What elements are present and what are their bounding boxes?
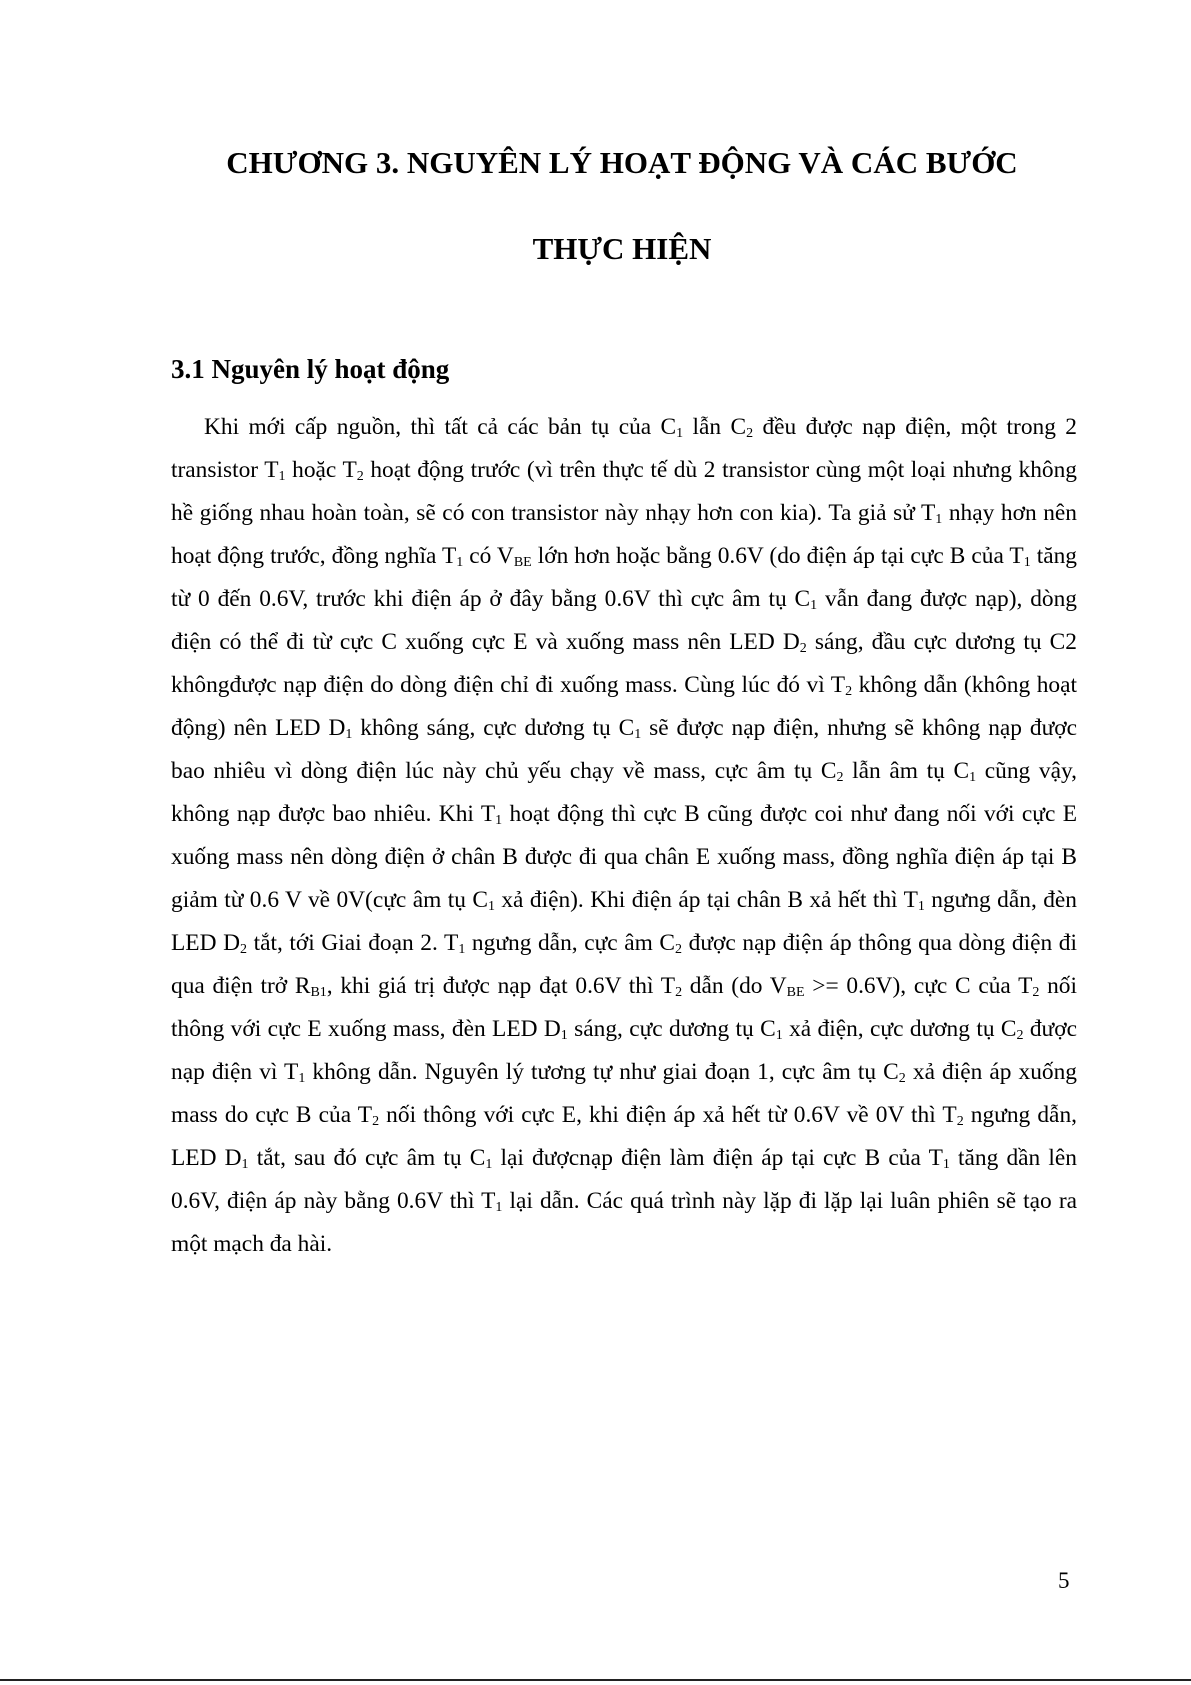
subscript: 2 [746, 426, 754, 441]
text-run: lớn hơn hoặc bằng 0.6V (do điện áp tại cực B của T [531, 543, 1024, 569]
subscript: 2 [675, 942, 683, 957]
text-run: không dẫn. Nguyên lý tương tự như giai đoạn 1, cực âm tụ C [305, 1059, 899, 1085]
text-run: được nạp điện vì T [171, 1016, 1077, 1085]
subscript: 2 [1032, 985, 1040, 1000]
subscript: 1 [495, 813, 503, 828]
subscript: 2 [836, 770, 844, 785]
text-run: hoặc T [285, 457, 357, 483]
subscript: 2 [898, 1071, 906, 1086]
subscript: 1 [969, 770, 977, 785]
text-run: , khi giá trị được nạp đạt 0.6V thì T [326, 973, 676, 999]
section-heading: 3.1 Nguyên lý hoạt động [171, 354, 450, 384]
text-run: sáng, đầu cực dương tụ C2 khôngđược nạp điện do dòng điện chỉ đi xuống mass. Cùng lúc đó vì T [171, 629, 1077, 698]
text-run: ngưng dẫn, đèn LED D [171, 887, 1077, 956]
text-run: tăng từ 0 đến 0.6V, trước khi điện áp ở đây bằng 0.6V thì cực âm tụ C [171, 543, 1077, 612]
text-run: nối thông với cực E, khi điện áp xả hết từ 0.6V về 0V thì T [379, 1102, 957, 1128]
chapter-title-line-1: CHƯƠNG 3. NGUYÊN LÝ HOẠT ĐỘNG VÀ CÁC BƯỚC [226, 145, 1018, 180]
subscript: 1 [775, 1028, 783, 1043]
text-run: xả điện). Khi điện áp tại chân B xả hết thì T [494, 887, 918, 913]
text-run: xả điện, cực dương tụ C [782, 1016, 1017, 1042]
subscript: 1 [345, 727, 353, 742]
subscript: 1 [942, 1157, 950, 1172]
subscript: 2 [1016, 1028, 1024, 1043]
subscript: 1 [487, 899, 495, 914]
subscript: 1 [278, 469, 286, 484]
text-run: vẫn đang được nạp), dòng điện có thể đi từ cực C xuống cực E và xuống mass nên LED D [171, 586, 1077, 655]
text-run: nối thông với cực E xuống mass, đèn LED D [171, 973, 1077, 1042]
subscript: 1 [456, 555, 464, 570]
text-run: sáng, cực dương tụ C [567, 1016, 776, 1042]
subscript: 2 [356, 469, 364, 484]
subscript: 1 [241, 1157, 249, 1172]
chapter-title-line-2: THỰC HIỆN [532, 231, 712, 266]
text-run: không sáng, cực dương tụ C [352, 715, 635, 741]
text-run: nhạy hơn nên hoạt động trước, đồng nghĩa T [171, 500, 1078, 569]
bottom-divider [0, 1679, 1191, 1681]
text-run: lại dẫn. Các quá trình này lặp đi lặp lại luân phiên sẽ tạo ra một mạch đa hài. [171, 1188, 1077, 1257]
text-run: Khi mới cấp nguồn, thì tất cả các bản tụ của C [204, 414, 677, 440]
subscript: 1 [485, 1157, 493, 1172]
subscript: 1 [458, 942, 466, 957]
subscript: 1 [298, 1071, 306, 1086]
text-run: được nạp điện áp thông qua dòng điện đi qua điện trở R [171, 930, 1078, 999]
text-run: ngưng dẫn, LED D [171, 1102, 1077, 1171]
subscript: 1 [935, 512, 943, 527]
text-run: sẽ được nạp điện, nhưng sẽ không nạp được bao nhiêu vì dòng điện lúc này chủ yếu chạy về mass, cực âm tụ C [171, 715, 1077, 784]
subscript: 1 [560, 1028, 568, 1043]
text-run: xả điện áp xuống mass do cực B của T [171, 1059, 1077, 1128]
subscript: 1 [810, 598, 818, 613]
text-run: không dẫn (không hoạt động) nên LED D [171, 672, 1077, 741]
text-run: dẫn (do V [682, 973, 787, 999]
subscript: 2 [675, 985, 683, 1000]
text-run: lẫn C [683, 414, 747, 440]
text-run: đều được nạp điện, một trong 2 transistor T [171, 414, 1078, 483]
subscript: 1 [634, 727, 642, 742]
subscript: 1 [917, 899, 925, 914]
text-run: lại đượcnạp điện làm điện áp tại cực B của T [492, 1145, 943, 1171]
text-run: tắt, sau đó cực âm tụ C [248, 1145, 486, 1171]
text-run: cũng vậy, không nạp được bao nhiêu. Khi T [171, 758, 1078, 827]
subscript: B1 [310, 985, 327, 1000]
text-run: ngưng dẫn, cực âm C [465, 930, 676, 956]
text-run: >= 0.6V), cực C của T [804, 973, 1033, 999]
subscript: 1 [676, 426, 684, 441]
text-run: hoạt động trước (vì trên thực tế dù 2 transistor cùng một loại nhưng không hề giống nhau hoàn toàn, sẽ có con transistor này nhạy hơn con kia). Ta giả sử T [171, 457, 1077, 526]
subscript: 2 [372, 1114, 380, 1129]
subscript: 2 [799, 641, 807, 656]
text-run: lẫn âm tụ C [843, 758, 970, 784]
text-run: hoạt động thì cực B cũng được coi như đang nối với cực E xuống mass nên dòng điện ở chân B được đi qua chân E xuống mass, đồng nghĩa điện áp tại B giảm từ 0.6 V về 0V(cực âm tụ C [171, 801, 1077, 913]
subscript: 1 [1023, 555, 1031, 570]
subscript: 1 [495, 1200, 503, 1215]
subscript: 2 [956, 1114, 964, 1129]
text-run: có V [463, 543, 514, 569]
subscript: 2 [239, 942, 247, 957]
text-run: tăng dần lên 0.6V, điện áp này bằng 0.6V thì T [171, 1145, 1077, 1214]
body-paragraph [171, 406, 1077, 1266]
page-number: 5 [1058, 1568, 1070, 1593]
subscript: BE [786, 985, 805, 1000]
subscript: 2 [845, 684, 853, 699]
text-run: tắt, tới Giai đoạn 2. T [246, 930, 459, 956]
subscript: BE [513, 555, 532, 570]
